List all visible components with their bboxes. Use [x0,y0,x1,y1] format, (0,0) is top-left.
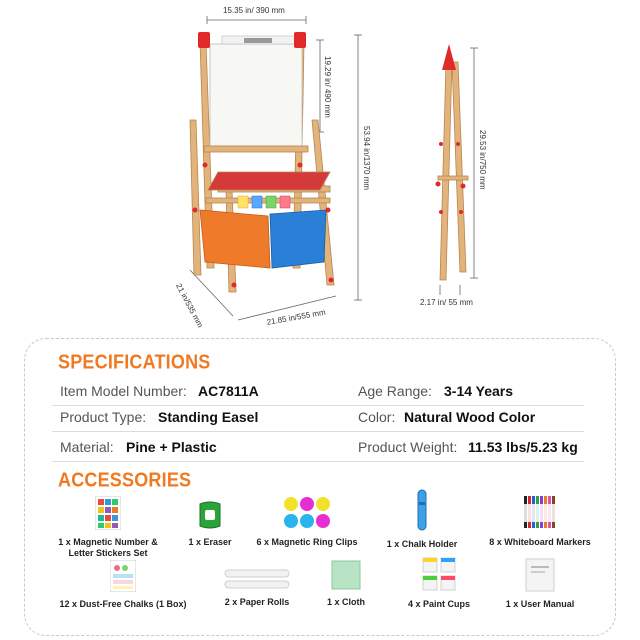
spec-row [52,432,584,462]
spec-label: Material: [60,439,114,455]
cloth-icon [331,560,361,590]
spec-label: Color: [358,409,396,425]
stickers-icon [95,496,121,530]
dimension-board-height: 19.29 in/ 490 mm [323,56,332,118]
dimension-side-base: 2.17 in/ 55 mm [420,298,473,307]
dimension-depth: 21 in/535 mm [174,282,205,330]
accessory-item [398,556,480,610]
dimension-total-height: 53.94 in/1370 mm [362,126,371,191]
accessory-item [244,496,370,548]
spec-row [52,402,584,432]
accessories-title: ACCESSORIES [58,468,192,491]
eraser-icon [197,500,223,530]
accessory-label: 1 x Cloth [326,597,365,607]
accessory-label: 1 x Eraser [188,537,232,547]
markers-icon [523,494,557,530]
accessory-item [170,500,250,548]
accessory-label: 1 x User Manual [505,599,575,609]
accessory-label: 12 x Dust-Free Chalks (1 Box) [59,599,187,609]
accessory-item [482,494,598,548]
spec-label: Product Type: [60,409,147,425]
accessory-item [314,560,378,608]
accessory-label: 8 x Whiteboard Markers [489,537,591,547]
chalk-box-icon [110,560,136,592]
spec-label: Item Model Number: [60,383,187,399]
accessory-item [494,558,586,610]
accessory-item [212,568,302,608]
dimension-width: 15.35 in/ 390 mm [223,6,285,15]
dimension-side-height: 29.53 in/750 mm [478,130,487,190]
spec-label: Age Range: [358,383,432,399]
paint-cups-icon [421,556,457,592]
spec-label: Product Weight: [358,439,458,455]
accessory-label: 6 x Magnetic Ring Clips [256,537,358,547]
spec-value: AC7811A [198,383,259,399]
accessory-item [50,560,196,610]
spec-value: 3-14 Years [444,383,514,399]
specifications-title: SPECIFICATIONS [58,350,211,373]
accessory-label-line2: Letter Stickers Set [68,548,148,558]
chalk-holder-icon [416,488,428,532]
accessory-label: 2 x Paper Rolls [224,597,290,607]
accessory-item [380,488,464,550]
spec-value: Natural Wood Color [404,409,536,425]
paper-rolls-icon [223,568,291,590]
accessory-item [40,496,176,559]
spec-value: 11.53 lbs/5.23 kg [468,439,578,455]
ring-clips-icon [281,496,333,530]
accessory-label: 1 x Chalk Holder [386,539,458,549]
dimension-base-width: 21.85 in/555 mm [266,307,327,327]
manual-icon [525,558,555,592]
spec-value: Pine + Plastic [126,439,217,455]
spec-value: Standing Easel [158,409,259,425]
accessory-label: 1 x Magnetic Number & [58,537,158,547]
accessory-label: 4 x Paint Cups [407,599,470,609]
divider [52,461,584,462]
